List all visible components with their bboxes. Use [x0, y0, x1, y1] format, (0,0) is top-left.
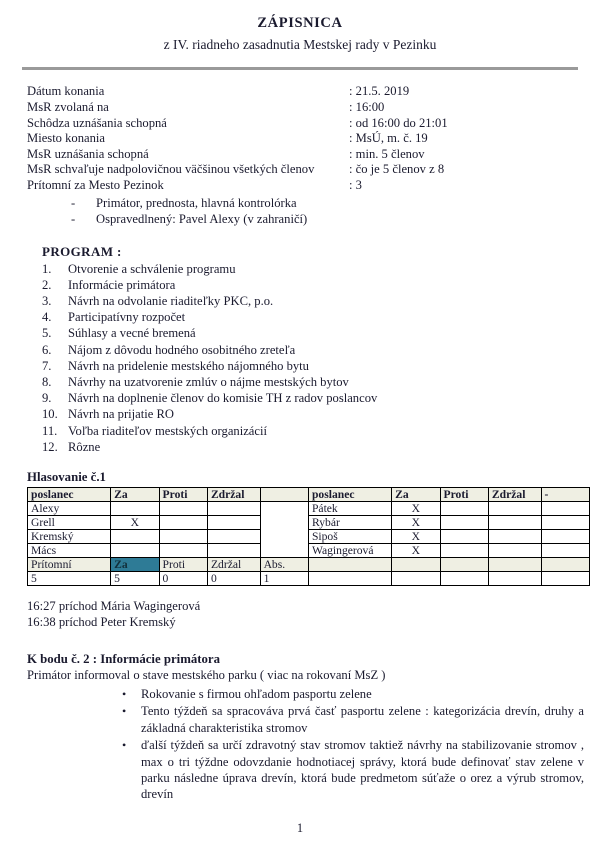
- voting-left-proti-3: [159, 544, 207, 558]
- attendance-note-text: Primátor, prednosta, hlavná kontrolórka: [96, 195, 297, 210]
- program-item-number: 5.: [42, 326, 52, 341]
- page-title: ZÁPISNICA: [257, 15, 343, 31]
- section-bullets: [27, 686, 584, 803]
- voting-left-proti-0: [159, 502, 207, 516]
- voting-right-name-1: Rybár: [308, 516, 391, 530]
- table-row: [28, 502, 590, 516]
- voting-right-za-1: X: [392, 516, 440, 530]
- voting-right-name-3: Wagingerová: [308, 544, 391, 558]
- bullet-dot-icon: •: [122, 704, 127, 719]
- program-item-label: Návrh na odvolanie riaditeľky PKC, p.o.: [68, 294, 274, 309]
- voting-right-extra-3: [541, 544, 589, 558]
- bullet-dot-icon: •: [122, 687, 127, 702]
- page-subtitle: z IV. riadneho zasadnutia Mestskej rady v Pezinku: [163, 36, 437, 52]
- section-intro: Primátor informoval o stave mestského parku ( viac na rokovaní MsZ ): [27, 668, 386, 683]
- voting-right-zdrzal-2: [488, 530, 541, 544]
- bullet-dot-icon: •: [122, 738, 127, 753]
- program-item-label: Rôzne: [68, 439, 101, 454]
- voting-left-extra-3: [260, 544, 308, 558]
- voting-right-zdrzal-3: [488, 544, 541, 558]
- voting-right-za-0: X: [392, 502, 440, 516]
- voting-header-right-1: Za: [392, 488, 440, 502]
- voting-summary-filler-3: [488, 558, 541, 572]
- voting-summary-blank-0: [308, 572, 391, 586]
- meta-label: Prítomní za Mesto Pezinok: [27, 178, 164, 193]
- voting-left-za-0: [111, 502, 159, 516]
- voting-summary-header-1: Za: [111, 558, 159, 572]
- voting-summary-filler-2: [440, 558, 488, 572]
- program-item-number: 9.: [42, 391, 52, 406]
- voting-left-za-3: [111, 544, 159, 558]
- voting-summary-blank-4: [541, 572, 589, 586]
- table-row: [28, 516, 590, 530]
- program-item: [42, 358, 584, 374]
- meta-label: Miesto konania: [27, 131, 105, 146]
- program-item: [42, 406, 584, 422]
- meta-value: : MsÚ, m. č. 19: [349, 131, 428, 146]
- attendance-note: [71, 195, 584, 212]
- dash-bullet-icon: -: [71, 212, 76, 227]
- voting-summary-value-3: 0: [207, 572, 260, 586]
- meta-label: Schôdza uznášania schopná: [27, 115, 167, 130]
- bullet-text: Tento týždeň sa spracováva prvá časť pasportu zelene : kategorizácia drevín, druhy a základná charakteristika stromov: [141, 704, 584, 735]
- voting-heading: Hlasovanie č.1: [27, 470, 106, 485]
- program-item-number: 1.: [42, 261, 52, 276]
- voting-right-za-3: X: [392, 544, 440, 558]
- voting-left-za-2: [111, 530, 159, 544]
- meta-value: : 21.5. 2019: [349, 84, 410, 99]
- program-item: [42, 261, 584, 277]
- program-item-number: 8.: [42, 375, 52, 390]
- meeting-metadata: [16, 84, 584, 227]
- voting-header-row: [28, 488, 590, 502]
- arrival-log: [16, 599, 584, 630]
- table-row: [28, 530, 590, 544]
- voting-right-za-2: X: [392, 530, 440, 544]
- title-divider: [22, 67, 578, 70]
- voting-left-zdrzal-3: [207, 544, 260, 558]
- voting-header-left-3: Zdržal: [207, 488, 260, 502]
- program-item-label: Návrh na doplnenie členov do komisie TH z radov poslancov: [68, 391, 378, 406]
- meta-value: : 3: [349, 178, 362, 193]
- voting-summary-value-1: 5: [111, 572, 159, 586]
- bullet-text: Rokovanie s firmou ohľadom pasportu zelene: [141, 687, 372, 702]
- list-item: [122, 737, 584, 803]
- program-item-label: Návrh na pridelenie mestského nájomného bytu: [68, 358, 309, 373]
- program-item-label: Informácie primátora: [68, 277, 176, 292]
- list-item: [122, 703, 584, 736]
- voting-summary-value-0: 5: [28, 572, 111, 586]
- voting-right-extra-0: [541, 502, 589, 516]
- voting-header-right-2: Proti: [440, 488, 488, 502]
- voting-header-left-1: Za: [111, 488, 159, 502]
- voting-right-extra-2: [541, 530, 589, 544]
- voting-left-name-2: Kremský: [28, 530, 111, 544]
- voting-summary-value-4: 1: [260, 572, 308, 586]
- meta-row: [27, 116, 584, 132]
- dash-bullet-icon: -: [71, 195, 76, 210]
- section-title: K bodu č. 2 : Informácie primátora: [27, 652, 220, 667]
- voting-left-extra-2: [260, 530, 308, 544]
- voting-summary-header-2: Proti: [159, 558, 207, 572]
- program-item: [42, 390, 584, 406]
- program-item-number: 11.: [42, 423, 58, 438]
- program-item: [42, 374, 584, 390]
- meta-row: [27, 162, 584, 178]
- meta-value: : 16:00: [349, 100, 385, 115]
- voting-left-zdrzal-0: [207, 502, 260, 516]
- meta-row: [27, 178, 584, 194]
- program-item-number: 7.: [42, 358, 52, 373]
- voting-left-extra-1: [260, 516, 308, 530]
- program-item: [42, 309, 584, 325]
- program-item: [42, 439, 584, 455]
- voting-right-name-2: Sipoš: [308, 530, 391, 544]
- meta-label: MsR zvolaná na: [27, 100, 109, 115]
- program-item-label: Participatívny rozpočet: [68, 310, 186, 325]
- voting-summary-blank-2: [440, 572, 488, 586]
- voting-left-proti-2: [159, 530, 207, 544]
- voting-header-right-4: -: [541, 488, 589, 502]
- program-item-label: Nájom z dôvodu hodného osobitného zreteľa: [68, 342, 296, 357]
- meta-row: [27, 100, 584, 116]
- page-footer: 1: [296, 821, 304, 835]
- voting-header-right-0: poslanec: [308, 488, 391, 502]
- voting-left-proti-1: [159, 516, 207, 530]
- voting-right-proti-2: [440, 530, 488, 544]
- meta-row: [27, 131, 584, 147]
- meta-label: Dátum konania: [27, 84, 105, 99]
- meta-value: : min. 5 členov: [349, 146, 425, 161]
- program-item-number: 12.: [42, 439, 58, 454]
- voting-right-zdrzal-0: [488, 502, 541, 516]
- meta-value: : od 16:00 do 21:01: [349, 115, 448, 130]
- program-item-number: 3.: [42, 294, 52, 309]
- voting-summary-blank-3: [488, 572, 541, 586]
- program-item: [42, 342, 584, 358]
- voting-summary-filler-4: [541, 558, 589, 572]
- program-item-number: 4.: [42, 310, 52, 325]
- program-item-label: Otvorenie a schválenie programu: [68, 261, 236, 276]
- voting-right-proti-1: [440, 516, 488, 530]
- voting-header-left-4: [260, 488, 308, 502]
- voting-summary-filler-0: [308, 558, 391, 572]
- program-item: [42, 293, 584, 309]
- agenda-item-section: [16, 652, 584, 803]
- program-item-label: Návrhy na uzatvorenie zmlúv o nájme mestských bytov: [68, 375, 349, 390]
- voting-left-za-1: X: [111, 516, 159, 530]
- meta-row: [27, 84, 584, 100]
- program-item-label: Návrh na prijatie RO: [68, 407, 174, 422]
- meta-label: MsR uznášania schopná: [27, 146, 149, 161]
- program-item-label: Voľba riaditeľov mestských organizácií: [68, 423, 267, 438]
- voting-summary-header-3: Zdržal: [207, 558, 260, 572]
- program-item-number: 10.: [42, 407, 58, 422]
- voting-left-zdrzal-1: [207, 516, 260, 530]
- meta-value: : čo je 5 členov z 8: [349, 162, 445, 177]
- meta-label: MsR schvaľuje nadpolovičnou väčšinou všetkých členov: [27, 162, 315, 177]
- program-item: [42, 423, 584, 439]
- voting-left-extra-0: [260, 502, 308, 516]
- attendance-notes: [27, 195, 584, 228]
- program-list: [42, 261, 584, 455]
- list-item: [122, 686, 584, 702]
- voting-right-proti-0: [440, 502, 488, 516]
- voting-right-proti-3: [440, 544, 488, 558]
- voting-left-name-1: Grell: [28, 516, 111, 530]
- bullet-text: ďalší týždeň sa určí zdravotný stav stromov taktiež návrhy na stabilizovanie stromov , max o tri týždne odovzdanie hodnotiacej správy, ktorá bude definovať stav zelene v parku následne úprava drevín, ktorá bude predmetom súťaže o orez a výrub stromov, drevín: [141, 738, 584, 802]
- voting-right-extra-1: [541, 516, 589, 530]
- voting-summary-header-4: Abs.: [260, 558, 308, 572]
- voting-header-left-0: poslanec: [28, 488, 111, 502]
- arrival-entry-1: 16:38 príchod Peter Kremský: [27, 614, 176, 629]
- attendance-note-text: Ospravedlnený: Pavel Alexy (v zahraničí): [96, 212, 308, 227]
- program-item-number: 2.: [42, 277, 52, 292]
- voting-summary-values-row: [28, 572, 590, 586]
- voting-summary-header-row: [28, 558, 590, 572]
- program-item-label: Súhlasy a vecné bremená: [68, 326, 196, 341]
- table-row: [28, 544, 590, 558]
- voting-left-zdrzal-2: [207, 530, 260, 544]
- program-section: [16, 244, 584, 455]
- voting-summary-header-0: Prítomní: [28, 558, 111, 572]
- program-heading: PROGRAM :: [42, 243, 122, 259]
- voting-header-left-2: Proti: [159, 488, 207, 502]
- program-item: [42, 277, 584, 293]
- voting-summary-blank-1: [392, 572, 440, 586]
- voting-table: [27, 487, 590, 586]
- voting-header-right-3: Zdržal: [488, 488, 541, 502]
- arrival-entry-0: 16:27 príchod Mária Wagingerová: [27, 599, 201, 614]
- voting-right-name-0: Pátek: [308, 502, 391, 516]
- voting-left-name-0: Alexy: [28, 502, 111, 516]
- attendance-note: [71, 211, 584, 228]
- voting-summary-filler-1: [392, 558, 440, 572]
- voting-summary-value-2: 0: [159, 572, 207, 586]
- program-item: [42, 325, 584, 341]
- title-block: [16, 0, 584, 54]
- meta-row: [27, 147, 584, 163]
- program-item-number: 6.: [42, 342, 52, 357]
- voting-right-zdrzal-1: [488, 516, 541, 530]
- voting-left-name-3: Mács: [28, 544, 111, 558]
